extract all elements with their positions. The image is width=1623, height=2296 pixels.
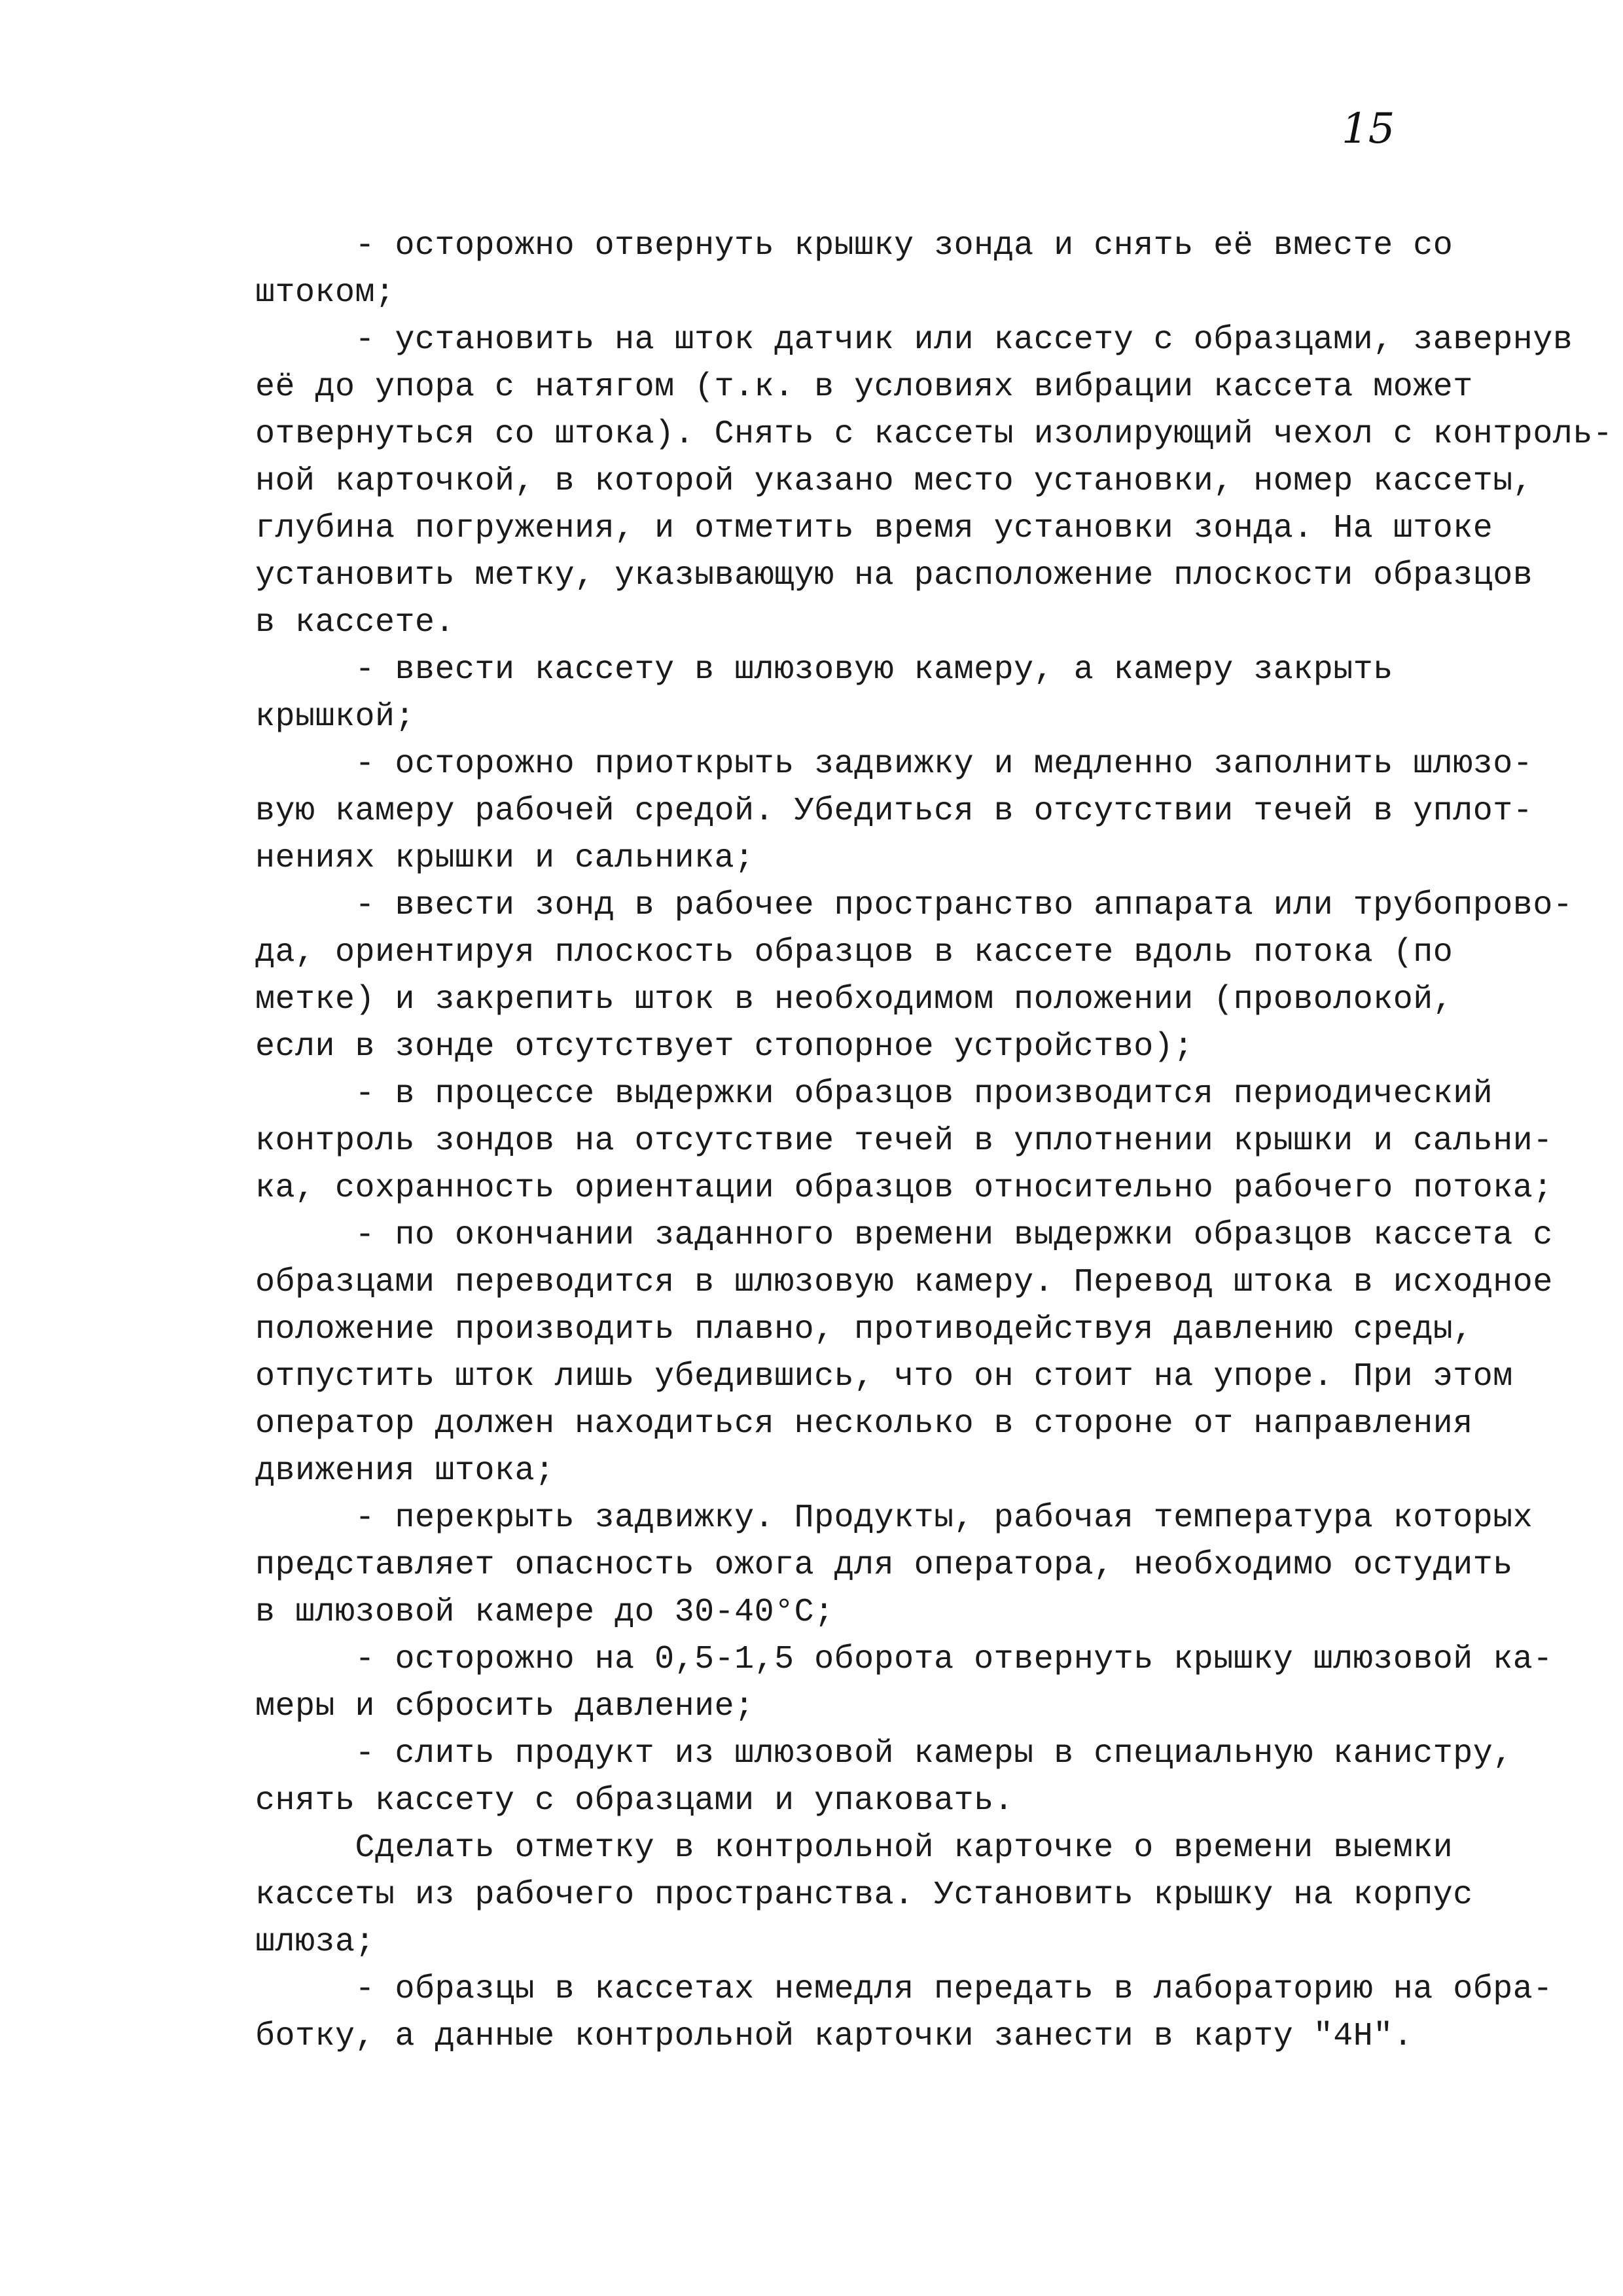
text-line: - в процессе выдержки образцов производится периодический <box>255 1075 1493 1113</box>
text-line: в кассете. <box>255 604 455 641</box>
text-line: в шлюзовой камере до 30-40°С; <box>255 1594 834 1631</box>
text-line: кассеты из рабочего пространства. Установить крышку на корпус <box>255 1876 1473 1914</box>
text-line: образцами переводится в шлюзовую камеру. Перевод штока в исходное <box>255 1264 1553 1301</box>
text-line: - образцы в кассетах немедля передать в лабораторию на обра- <box>255 1971 1553 2008</box>
text-line: Сделать отметку в контрольной карточке о времени выемки <box>255 1829 1454 1867</box>
text-line: - осторожно отвернуть крышку зонда и снять её вместе со <box>255 227 1454 264</box>
body-text <box>255 223 1613 2060</box>
text-line: оператор должен находиться несколько в стороне от направления <box>255 1405 1473 1443</box>
text-line: шлюза; <box>255 1924 376 1961</box>
text-line: ботку, а данные контрольной карточки занести в карту "4Н". <box>255 2018 1414 2055</box>
text-line: представляет опасность ожога для оператора, необходимо остудить <box>255 1547 1513 1584</box>
text-line: отвернуться со штока). Снять с кассеты изолирующий чехол с контроль- <box>255 416 1613 453</box>
text-line: штоком; <box>255 274 395 312</box>
text-line: - ввести кассету в шлюзовую камеру, а камеру закрыть <box>255 651 1393 689</box>
text-line: её до упора с натягом (т.к. в условиях вибрации кассета может <box>255 368 1473 406</box>
text-line: движения штока; <box>255 1452 555 1490</box>
text-line: ка, сохранность ориентации образцов относительно рабочего потока; <box>255 1170 1553 1207</box>
text-line: - осторожно приоткрыть задвижку и медленно заполнить шлюзо- <box>255 745 1533 783</box>
text-line: если в зонде отсутствует стопорное устройство); <box>255 1028 1194 1066</box>
text-line: метке) и закрепить шток в необходимом положении (проволокой, <box>255 981 1454 1018</box>
text-line: - ввести зонд в рабочее пространство аппарата или трубопрово- <box>255 887 1573 924</box>
text-line: - слить продукт из шлюзовой камеры в специальную канистру, <box>255 1735 1513 1772</box>
text-line: установить метку, указывающую на расположение плоскости образцов <box>255 557 1533 594</box>
page-number: 15 <box>1342 105 1395 153</box>
text-line: контроль зондов на отсутствие течей в уплотнении крышки и сальни- <box>255 1122 1553 1160</box>
text-line: - перекрыть задвижку. Продукты, рабочая температура которых <box>255 1499 1533 1537</box>
text-line: нениях крышки и сальника; <box>255 840 755 877</box>
text-line: - по окончании заданного времени выдержки образцов кассета с <box>255 1217 1553 1254</box>
text-line: - установить на шток датчик или кассету с образцами, завернув <box>255 321 1573 359</box>
text-line: да, ориентируя плоскость образцов в кассете вдоль потока (по <box>255 934 1454 971</box>
text-line: вую камеру рабочей средой. Убедиться в отсутствии течей в уплот- <box>255 793 1533 830</box>
text-line: отпустить шток лишь убедившись, что он стоит на упоре. При этом <box>255 1358 1513 1395</box>
text-line: положение производить плавно, противодействуя давлению среды, <box>255 1311 1473 1348</box>
text-line: ной карточкой, в которой указано место установки, номер кассеты, <box>255 463 1533 500</box>
text-line: глубина погружения, и отметить время установки зонда. На штоке <box>255 510 1493 547</box>
text-line: меры и сбросить давление; <box>255 1688 755 1725</box>
text-line: снять кассету с образцами и упаковать. <box>255 1782 1014 1820</box>
text-line: - осторожно на 0,5-1,5 оборота отвернуть крышку шлюзовой ка- <box>255 1641 1553 1678</box>
text-line: крышкой; <box>255 698 416 736</box>
